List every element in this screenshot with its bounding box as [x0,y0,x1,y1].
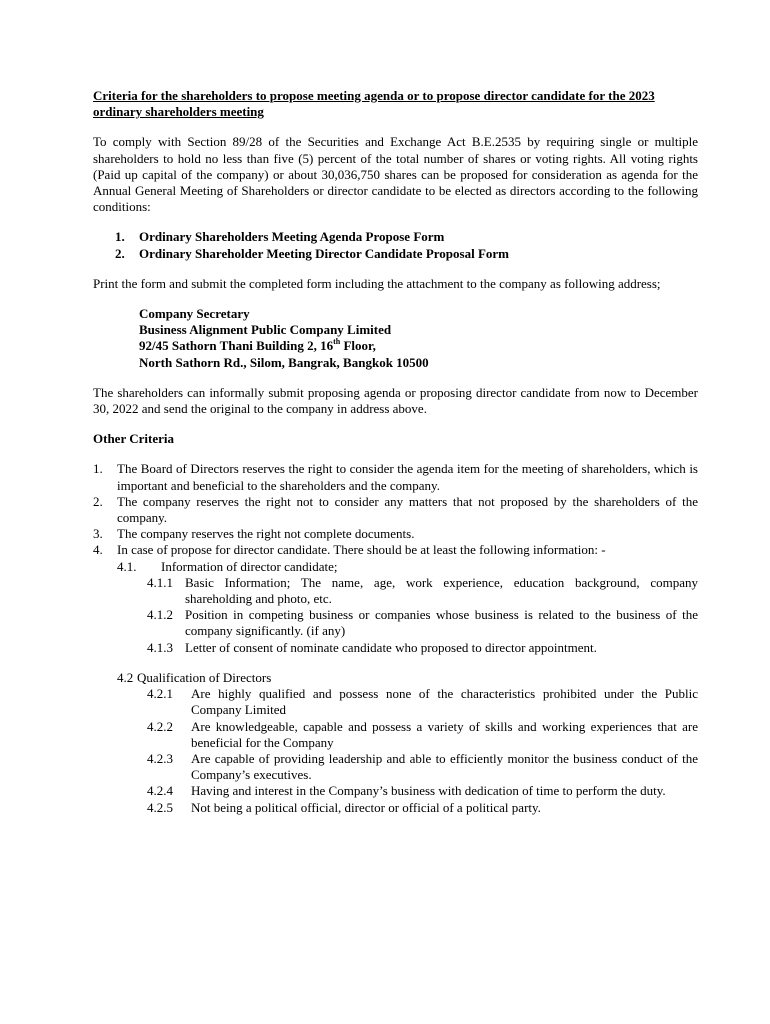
address-floor-suffix: th [333,337,341,347]
address-line-street: North Sathorn Rd., Silom, Bangrak, Bangkok 10500 [139,354,429,370]
intro-paragraph: To comply with Section 89/28 of the Securities and Exchange Act B.E.2535 by requiring single or multiple shareholders to hold no less than five (5) percent of the total number of shares or voting rights. All voting rights (Paid up capital of the company) or about 30,036,750 shares can be proposed for consideration as agenda for the Annual General Meeting of Shareholders or director candidate to be elected as directors according to the following conditions: [93,134,698,215]
qualification-text: Are knowledgeable, capable and possess a variety of skills and working experiences that are beneficial for the Company [191,718,698,750]
criteria-item [93,542,698,655]
form-item-director-candidate [93,246,698,262]
criteria-number: 4. [93,542,103,558]
criteria-text: The company reserves the right not complete documents. [117,526,415,542]
info-item [147,607,698,639]
qualification-number: 4.2.2 [147,718,173,734]
form-item-number: 2. [115,245,125,261]
qualification-item [147,751,698,783]
info-item [147,640,698,656]
address-line-building [139,338,698,354]
other-criteria-heading: Other Criteria [93,431,174,447]
forms-list [93,229,698,261]
qualification-list [147,686,698,816]
info-item-number: 4.1.3 [147,639,173,655]
address-line-company: Business Alignment Public Company Limited [139,322,392,338]
company-address [139,306,698,371]
submission-note: The shareholders can informally submit proposing agenda or proposing director candidate from now to December 30, 2022 and send the original to the company in address above. [93,384,698,417]
criteria-number: 1. [93,461,103,477]
criteria-text: The Board of Directors reserves the right to consider the agenda item for the meeting of shareholders, which is important and beneficial to the shareholders and the company. [117,461,698,493]
director-information-list [147,575,698,656]
criteria-text: The company reserves the right not to consider any matters that not proposed by the shareholders of the company. [117,493,698,526]
info-item-text: Basic Information; The name, age, work experience, education background, company shareholding and photo, etc. [185,574,698,607]
info-item-number: 4.1.2 [147,607,173,623]
sub-section-number: 4.2 [117,669,134,685]
sub-section-4-2 [117,670,698,686]
address-line-recipient: Company Secretary [139,306,250,322]
form-item-label: Ordinary Shareholder Meeting Director Candidate Proposal Form [139,245,509,261]
sub-section-title: Information of director candidate; [161,558,338,574]
info-item-text: Position in competing business or companies whose business is related to the business of the company significantly. (if any) [185,607,698,639]
qualification-item [147,783,698,799]
qualification-text: Are highly qualified and possess none of the characteristics prohibited under the Public Company Limited [191,686,698,718]
qualification-item [147,686,698,718]
document-title: Criteria for the shareholders to propose meeting agenda or to propose director candidate for the 2023 ordinary shareholders meeting [93,88,655,120]
form-item-agenda [93,229,698,245]
criteria-item [93,461,698,493]
info-item-text: Letter of consent of nominate candidate who proposed to director appointment. [185,639,597,655]
form-item-number: 1. [115,229,125,245]
qualification-number: 4.2.3 [147,750,173,766]
qualification-number: 4.2.4 [147,783,173,799]
criteria-item [93,526,698,542]
address-floor-text: Floor, [340,338,376,354]
criteria-number: 2. [93,493,103,509]
address-building-text: 92/45 Sathorn Thani Building 2, 16 [139,338,334,354]
sub-section-4-1 [117,559,698,575]
other-criteria-list [93,461,698,655]
qualification-item [147,800,698,816]
qualification-text: Are capable of providing leadership and able to efficiently monitor the business conduct of the Company’s executives. [191,750,698,783]
sub-section-number: 4.1. [117,558,137,574]
criteria-number: 3. [93,526,103,542]
qualification-number: 4.2.5 [147,799,173,815]
qualification-text: Not being a political official, director or official of a political party. [191,799,541,815]
qualification-text: Having and interest in the Company’s business with dedication of time to perform the duty. [191,783,666,799]
print-instruction: Print the form and submit the completed form including the attachment to the company as following address; [93,275,661,291]
sub-section-title: Qualification of Directors [137,669,272,685]
qualification-item [147,719,698,751]
criteria-text: In case of propose for director candidate. There should be at least the following information: - [117,542,606,558]
info-item-number: 4.1.1 [147,574,173,590]
qualification-number: 4.2.1 [147,686,173,702]
criteria-item [93,494,698,526]
qualification-section [117,670,698,816]
info-item [147,575,698,607]
form-item-label: Ordinary Shareholders Meeting Agenda Propose Form [139,229,445,245]
